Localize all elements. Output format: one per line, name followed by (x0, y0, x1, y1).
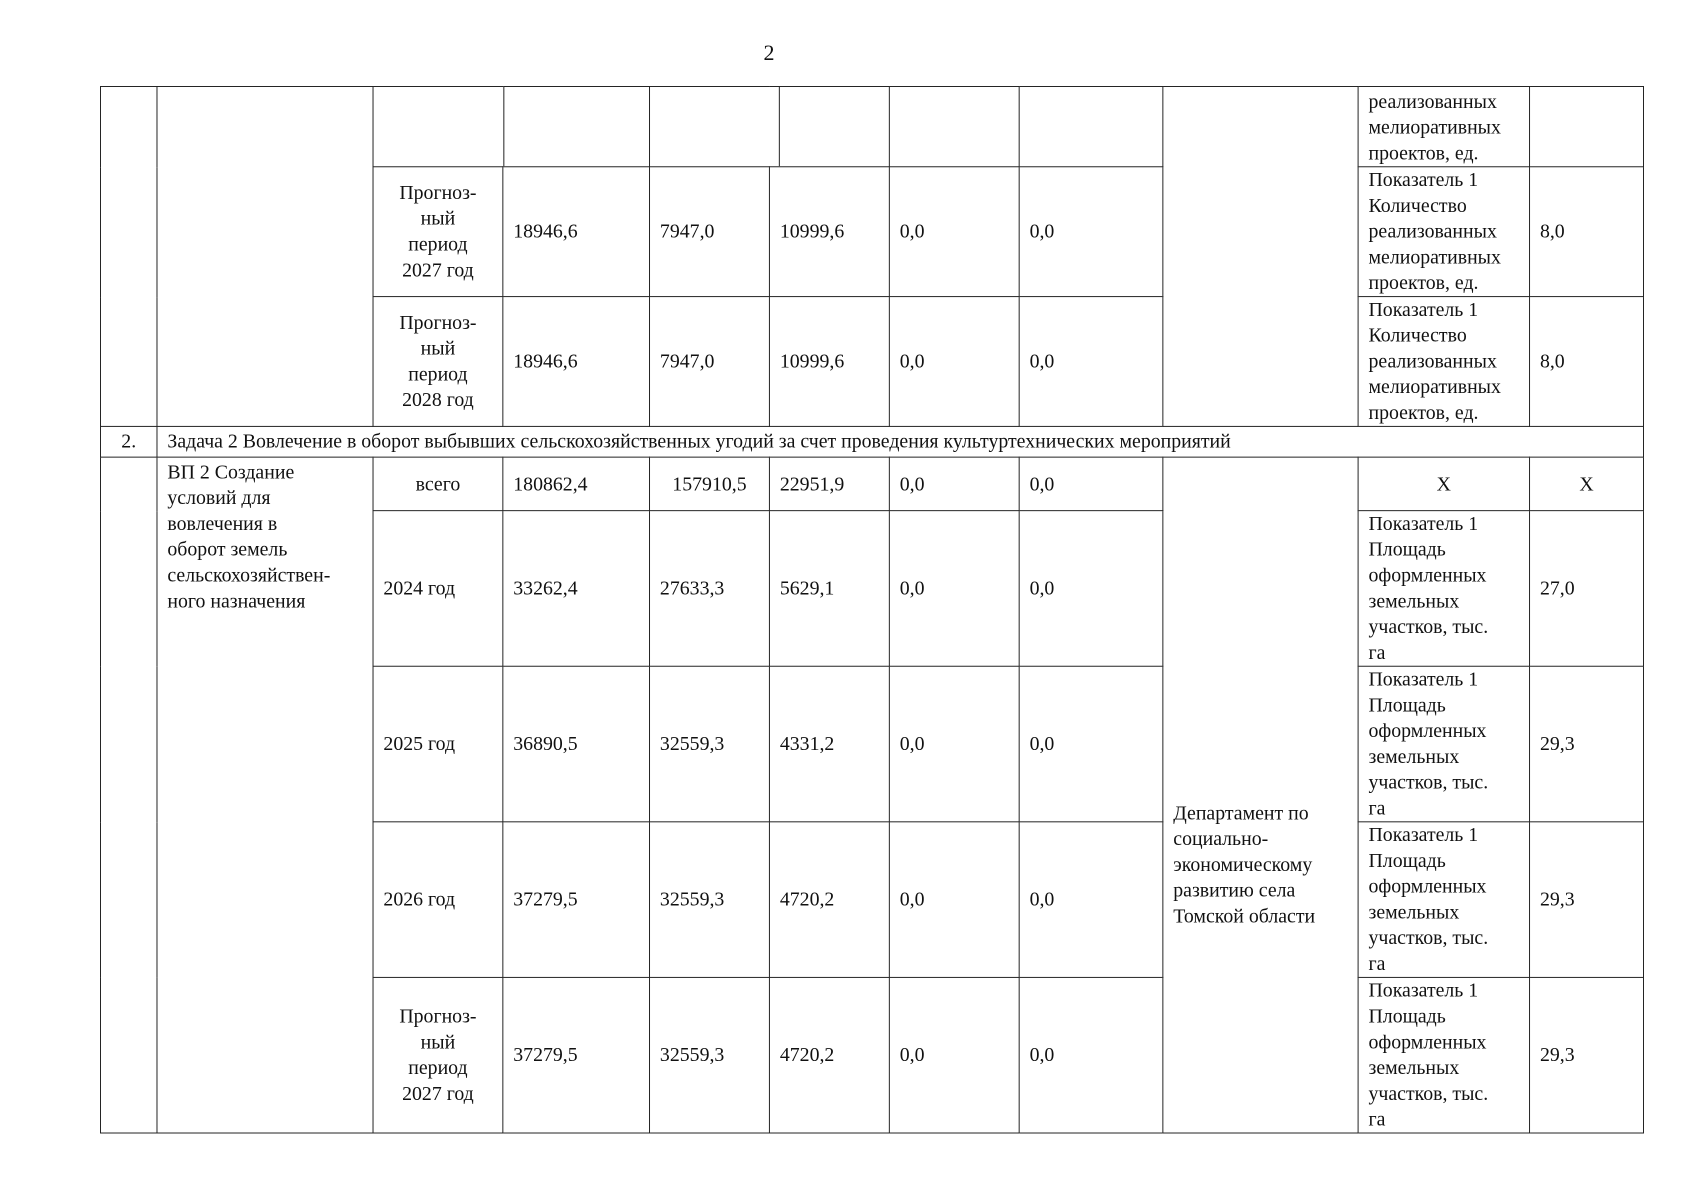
indicator-text-line: проектов, ед. (1368, 402, 1479, 424)
period-cell (373, 167, 503, 297)
responsible-cell (1163, 86, 1358, 426)
regional-cell: 10999,6 (769, 297, 889, 427)
period-text-line: всего (415, 472, 461, 495)
indicator-cell (1358, 297, 1529, 427)
indicator-text-line: реализованных (1368, 220, 1497, 243)
indicator-text (1368, 667, 1519, 822)
indicator-cell (1358, 511, 1529, 667)
indicator-text-line: оформленных (1368, 875, 1487, 898)
total-cell: 18946,6 (503, 167, 650, 297)
indicator-text-line: га (1368, 641, 1386, 664)
period-text-line: 2027 год (402, 1082, 474, 1105)
indicator-cell (1358, 666, 1529, 822)
indicator-text: реализованных мелиоративных проектов, ед. (1368, 90, 1501, 165)
local-cell: 0,0 (889, 297, 1019, 427)
federal-cell: 32559,3 (650, 666, 770, 822)
indicator-text-line: мелиоративных (1368, 376, 1501, 399)
indicator-text-line: га (1368, 797, 1386, 820)
total-cell: 18946,6 (503, 297, 650, 427)
indicator-value-cell: X (1530, 457, 1644, 511)
indicator-text-line: X (1436, 472, 1451, 495)
row-number-cell (100, 457, 156, 1133)
indicator-text-line: Площадь (1368, 850, 1446, 872)
indicator-text (1368, 297, 1519, 426)
task-title: Задача 2 Вовлечение в оборот выбывших сельскохозяйственных угодий за счет проведения культуртехнических мероприятий (157, 426, 1644, 457)
responsible-cell (1163, 457, 1358, 1133)
indicator-text-line: земельных (1368, 746, 1460, 768)
local-cell: 0,0 (889, 822, 1019, 978)
indicator-cell (1358, 977, 1529, 1133)
total-cell: 36890,5 (503, 666, 650, 822)
federal-cell: 157910,5 (650, 457, 770, 511)
task-row (100, 426, 1643, 457)
indicator-text-line: Показатель 1 (1368, 979, 1479, 1002)
program-name-line: оборот земель (167, 538, 288, 561)
regional-cell: 4720,2 (769, 977, 889, 1133)
indicator-cell (1358, 822, 1529, 978)
indicator-text (1368, 822, 1519, 977)
program-name-cell (157, 86, 373, 426)
other-cell: 0,0 (1019, 822, 1163, 978)
program-name-line: вовлечения в (167, 513, 278, 535)
period-text (383, 576, 492, 602)
period-text (383, 180, 492, 283)
local-cell: 0,0 (889, 666, 1019, 822)
indicator-value-cell: 29,3 (1530, 822, 1644, 978)
regional-cell: 5629,1 (769, 511, 889, 667)
indicator-value-cell: 8,0 (1530, 297, 1644, 427)
period-text-line: ный (420, 207, 456, 230)
indicator-text-line: Показатель 1 (1368, 169, 1479, 192)
responsible-text-line: Томской области (1173, 905, 1316, 927)
other-cell (1019, 86, 1163, 166)
indicator-text (1368, 511, 1519, 666)
task2-section (100, 426, 1643, 457)
local-cell: 0,0 (889, 167, 1019, 297)
indicator-text-line: Количество (1368, 195, 1467, 217)
regional-cell: 22951,9 (769, 457, 889, 511)
responsible-text-line: экономическому (1173, 853, 1313, 876)
indicator-text-line: Показатель 1 (1368, 513, 1479, 535)
period-cell (373, 297, 503, 427)
indicator-text-line: Площадь (1368, 694, 1446, 717)
period-cell (373, 457, 503, 511)
local-cell: 0,0 (889, 457, 1019, 511)
budget-table (100, 86, 1644, 1134)
federal-cell: 32559,3 (650, 822, 770, 978)
total-cell: 37279,5 (503, 977, 650, 1133)
indicator-text-line: оформленных (1368, 720, 1487, 743)
indicator-text-line: оформленных (1368, 1031, 1487, 1054)
indicator-text-line: га (1368, 953, 1386, 975)
section1-tail (100, 86, 1643, 426)
task-number: 2. (100, 426, 156, 457)
local-cell: 0,0 (889, 511, 1019, 667)
indicator-text-line: участков, тыс. (1368, 771, 1489, 794)
indicator-text-line: земельных (1368, 590, 1460, 613)
indicator-text-line: участков, тыс. (1368, 616, 1489, 638)
program-name (167, 460, 362, 615)
regional-cell: 4720,2 (769, 822, 889, 978)
table-row (100, 457, 1643, 511)
indicator-text-line: земельных (1368, 901, 1460, 924)
program-name-line: ВП 2 Создание (167, 461, 295, 484)
period-cell (373, 977, 503, 1133)
program-name-line: сельскохозяйствен- (167, 564, 331, 587)
indicator-cell (1358, 86, 1529, 166)
responsible-text-line: развитию села (1173, 879, 1296, 902)
budget-table-sheet (100, 86, 1644, 1134)
indicator-text-line: Показатель 1 (1368, 668, 1479, 691)
indicator-text-line: Показатель 1 (1368, 299, 1479, 321)
responsible-text-line: социально- (1173, 827, 1269, 850)
period-cell (374, 87, 505, 166)
federal-cell: 32559,3 (650, 977, 770, 1133)
period-text (383, 887, 492, 913)
regional-cell: 10999,6 (769, 167, 889, 297)
period-text-line: ный (420, 337, 456, 360)
other-cell: 0,0 (1019, 511, 1163, 667)
federal-cell: 27633,3 (650, 511, 770, 667)
indicator-value-cell (1530, 86, 1644, 166)
indicator-value-cell: 27,0 (1530, 511, 1644, 667)
period-text (383, 471, 492, 497)
program-name-cell (157, 457, 373, 1133)
total-cell: 33262,4 (503, 511, 650, 667)
indicator-text-line: Площадь (1368, 538, 1446, 561)
other-cell: 0,0 (1019, 297, 1163, 427)
row-number-cell (100, 86, 156, 426)
responsible-text (1173, 800, 1347, 929)
indicator-value-cell: 29,3 (1530, 666, 1644, 822)
period-text-line: ный (420, 1031, 456, 1054)
period-text (383, 1004, 492, 1107)
indicator-text-line: мелиоративных (1368, 246, 1501, 269)
split-cell (373, 86, 649, 166)
other-cell: 0,0 (1019, 457, 1163, 511)
other-cell: 0,0 (1019, 167, 1163, 297)
split-cell-2 (650, 86, 890, 166)
federal-cell (650, 87, 780, 166)
period-text (383, 310, 492, 413)
indicator-text-line: земельных (1368, 1057, 1460, 1079)
indicator-text-line: оформленных (1368, 564, 1487, 587)
indicator-text (1368, 167, 1519, 296)
period-text-line: Прогноз- (399, 182, 477, 204)
period-cell (373, 511, 503, 667)
indicator-value-cell: 8,0 (1530, 167, 1644, 297)
total-cell: 180862,4 (503, 457, 650, 511)
indicator-text (1368, 471, 1519, 497)
indicator-text-line: Площадь (1368, 1005, 1446, 1028)
period-text-line: Прогноз- (399, 1005, 477, 1028)
local-cell: 0,0 (889, 977, 1019, 1133)
page-number: 2 (763, 40, 775, 65)
period-text-line: период (408, 363, 468, 386)
period-cell (373, 822, 503, 978)
program-name-line: условий для (167, 487, 271, 510)
period-text (383, 731, 492, 757)
indicator-cell (1358, 457, 1529, 511)
total-cell (504, 87, 649, 166)
federal-cell: 7947,0 (650, 167, 770, 297)
indicator-text-line: участков, тыс. (1368, 927, 1489, 950)
period-text-line: 2024 год (383, 577, 456, 600)
local-cell (889, 86, 1019, 166)
indicator-text-line: участков, тыс. (1368, 1082, 1489, 1105)
other-cell: 0,0 (1019, 666, 1163, 822)
period-text-line: 2025 год (383, 733, 456, 755)
indicator-text-line: га (1368, 1108, 1386, 1131)
indicator-text-line: Количество (1368, 324, 1467, 347)
indicator-text (1368, 978, 1519, 1133)
period-text-line: Прогноз- (399, 311, 477, 334)
other-cell: 0,0 (1019, 977, 1163, 1133)
period-text-line: 2027 год (402, 259, 474, 282)
period-text-line: период (408, 233, 468, 256)
total-cell: 37279,5 (503, 822, 650, 978)
indicator-text-line: реализованных (1368, 350, 1497, 373)
period-text-line: 2026 год (383, 888, 456, 911)
indicator-text-line: проектов, ед. (1368, 272, 1479, 295)
table-row (100, 86, 1643, 166)
indicator-text-line: Показатель 1 (1368, 824, 1479, 847)
period-text-line: период (408, 1057, 468, 1079)
federal-cell: 7947,0 (650, 297, 770, 427)
regional-cell: 4331,2 (769, 666, 889, 822)
indicator-value-cell: 29,3 (1530, 977, 1644, 1133)
regional-cell (780, 87, 889, 166)
period-cell (373, 666, 503, 822)
vp2-section (100, 457, 1643, 1133)
responsible-text-line: Департамент по (1173, 802, 1309, 824)
period-text-line: 2028 год (402, 389, 474, 412)
program-name-line: ного назначения (167, 590, 306, 613)
indicator-cell (1358, 167, 1529, 297)
